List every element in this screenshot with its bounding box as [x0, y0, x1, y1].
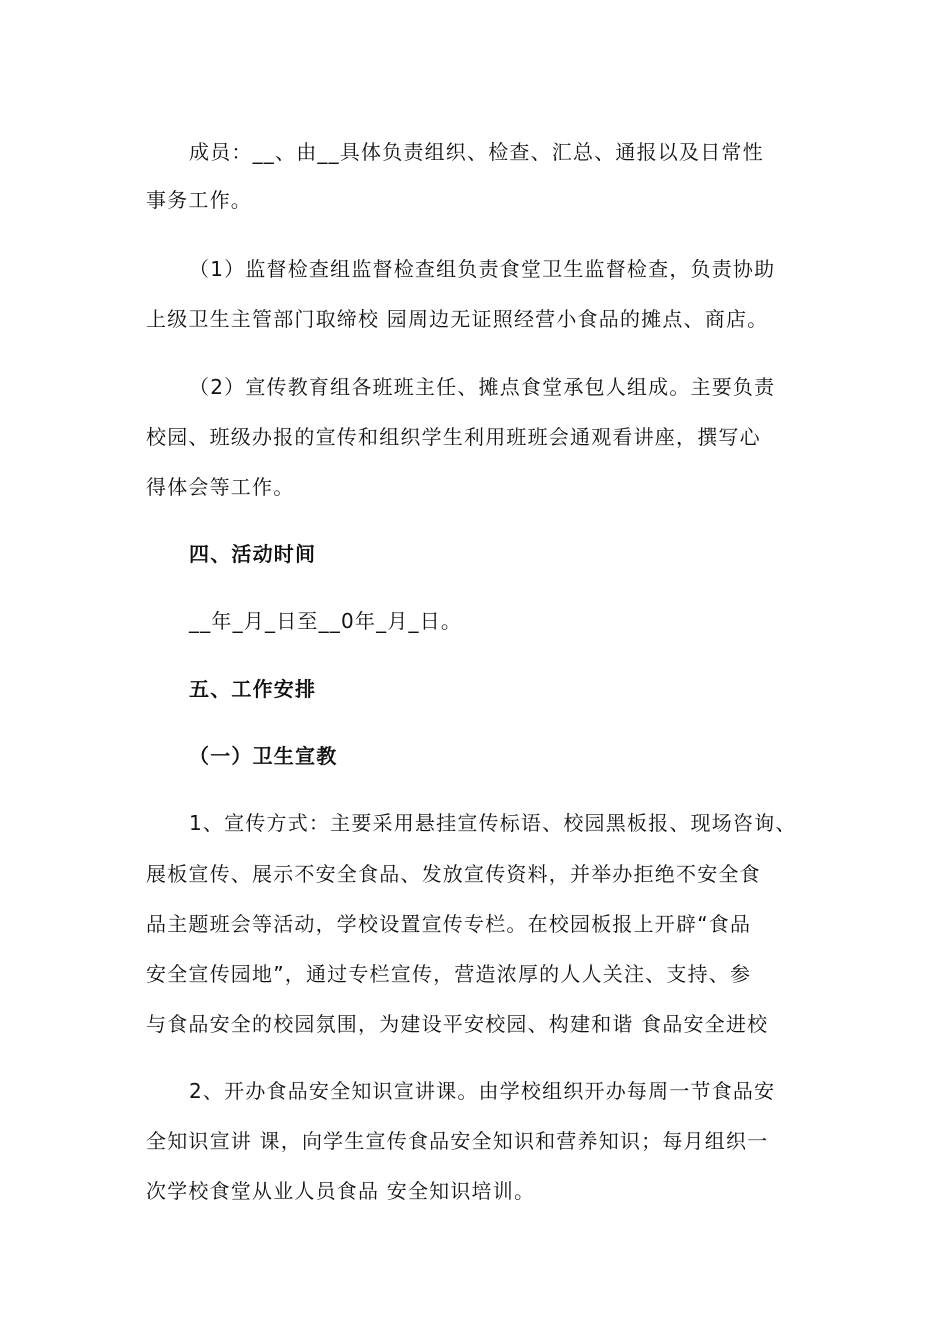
paragraph-lecture-line-1: 2、开办食品安全知识宣讲课。由学校组织开办每周一节食品安 [189, 1079, 776, 1103]
paragraph-supervision-line-1: （1）监督检查组监督检查组负责食堂卫生监督检查，负责协助 [189, 257, 776, 281]
paragraph-publicity-method-line-5: 与食品安全的校园氛围，为建设平安校园、构建和谐 食品安全进校 [146, 1012, 769, 1036]
paragraph-members-line-2: 事务工作。 [146, 188, 252, 212]
paragraph-activity-date: __年_月_日至__0年_月_日。 [189, 609, 463, 633]
paragraph-publicity-line-3: 得体会等工作。 [146, 475, 295, 499]
paragraph-publicity-method-line-3: 品主题班会等活动，学校设置宣传专栏。在校园板报上开辟“食品 [146, 912, 752, 936]
paragraph-publicity-line-1: （2）宣传教育组各班班主任、摊点食堂承包人组成。主要负责 [189, 375, 776, 399]
paragraph-lecture-line-2: 全知识宣讲 课，向学生宣传食品安全知识和营养知识；每月组织一 [146, 1129, 769, 1153]
subsection-heading-health-education: （一）卫生宣教 [189, 744, 338, 768]
section-heading-activity-time: 四、活动时间 [189, 542, 317, 566]
paragraph-publicity-method-line-4: 安全宣传园地”，通过专栏宣传，营造浓厚的人人关注、支持、参 [146, 962, 752, 986]
paragraph-lecture-line-3: 次学校食堂从业人员食品 安全知识培训。 [146, 1179, 536, 1203]
paragraph-members-line-1: 成员：__、由__具体负责组织、检查、汇总、通报以及日常性 [189, 140, 764, 164]
paragraph-publicity-method-line-2: 展板宣传、展示不安全食品、发放宣传资料，并举办拒绝不安全食 [146, 862, 761, 886]
paragraph-publicity-method-line-1: 1、宣传方式：主要采用悬挂宣传标语、校园黑板报、现场咨询、 [189, 811, 797, 835]
paragraph-publicity-line-2: 校园、班级办报的宣传和组织学生利用班班会通观看讲座，撰写心 [146, 425, 761, 449]
paragraph-supervision-line-2: 上级卫生主管部门取缔校 园周边无证照经营小食品的摊点、商店。 [146, 307, 769, 331]
section-heading-work-arrangement: 五、工作安排 [189, 677, 317, 701]
